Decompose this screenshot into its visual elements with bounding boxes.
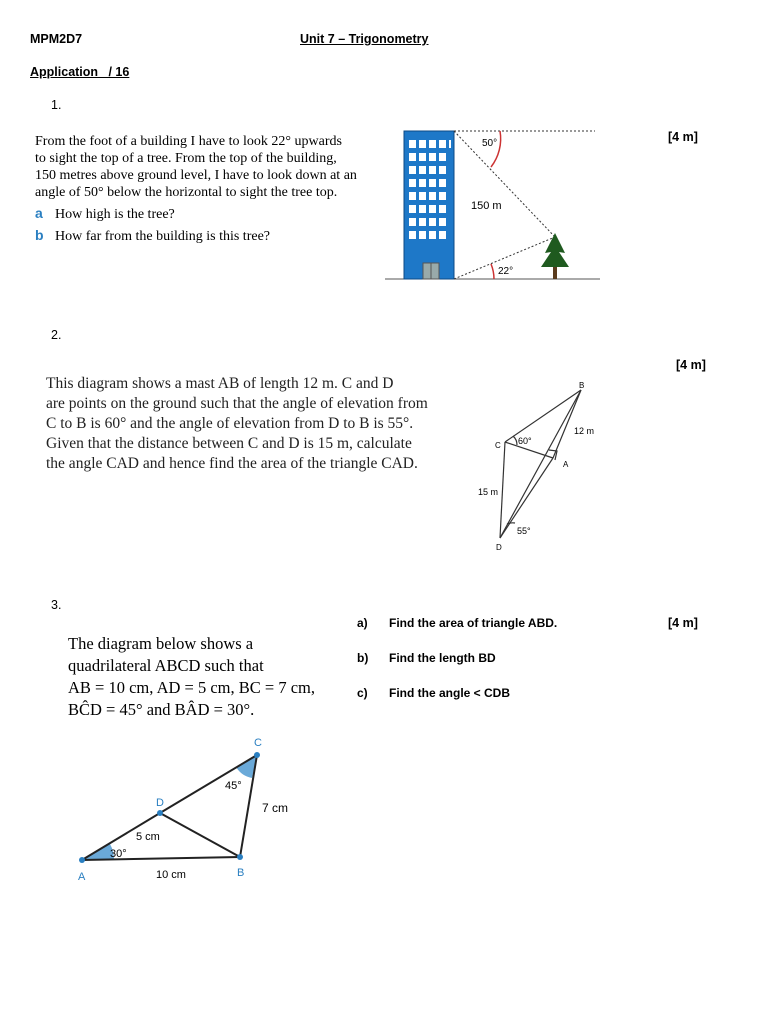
diagonal-bd	[160, 813, 240, 857]
q3-marks: [4 m]	[668, 616, 698, 630]
line-cd	[500, 442, 505, 538]
q3-part-b-label: b)	[357, 651, 369, 665]
label-d: D	[156, 797, 164, 809]
angle-d-arc	[507, 523, 515, 524]
q3-text	[68, 633, 358, 721]
angle-c-arc	[513, 436, 517, 445]
q1-line: to sight the top of a tree. From the top of the building,	[35, 151, 337, 166]
q1-line: From the foot of a building I have to look 22° upwards	[35, 134, 342, 149]
point-b: B	[579, 381, 585, 390]
q3-part-a	[357, 616, 557, 630]
point-c: C	[495, 441, 501, 450]
q3-part-a-text: Find the area of triangle ABD.	[389, 616, 558, 630]
angle-top-label: 50°	[482, 138, 498, 149]
q1-part-b-text: How far from the building is this tree?	[55, 229, 271, 244]
label-c: C	[254, 737, 262, 749]
angle-arc-bottom	[491, 264, 494, 279]
bc-length-label: 7 cm	[262, 801, 289, 815]
q1-diagram	[385, 125, 605, 285]
q3-diagram	[70, 730, 300, 885]
q2-diagram	[465, 378, 615, 563]
q2-line: This diagram shows a mast AB of length 12 m. C and D	[46, 375, 394, 392]
application-score: Application / 16	[30, 65, 130, 79]
q2-text	[46, 374, 466, 474]
side-dc	[160, 755, 257, 813]
height-label: 150 m	[471, 200, 502, 212]
q1-text	[35, 133, 380, 245]
angle-c-label: 45°	[225, 780, 242, 792]
angle-c-label: 60°	[518, 436, 532, 446]
point-d: D	[496, 543, 502, 552]
q3-part-c	[357, 686, 510, 700]
course-code: MPM2D7	[30, 32, 83, 46]
q3-part-c-text: Find the angle < CDB	[389, 686, 511, 700]
q1-part-a-text: How high is the tree?	[55, 207, 175, 222]
ad-length-label: 5 cm	[136, 831, 160, 843]
ab-length-label: 10 cm	[156, 869, 186, 881]
angle-arc-top	[491, 131, 501, 167]
line-bd	[500, 390, 581, 538]
label-b: B	[237, 867, 245, 879]
q1-number: 1.	[51, 98, 62, 112]
q1-part-b	[35, 227, 380, 245]
depression-sightline	[454, 131, 555, 237]
q2-number: 2.	[51, 328, 62, 342]
q3-number: 3.	[51, 598, 62, 612]
q2-line: the angle CAD and hence find the area of the triangle CAD.	[46, 455, 418, 472]
q3-part-b-text: Find the length BD	[389, 651, 496, 665]
q3-line: The diagram below shows a	[68, 634, 254, 653]
q1-part-a	[35, 205, 380, 223]
q1-part-a-label: a	[35, 205, 43, 221]
q1-marks: [4 m]	[668, 130, 698, 144]
q3-part-a-label: a)	[357, 616, 368, 630]
q2-line: C to B is 60° and the angle of elevation from D to B is 55°.	[46, 415, 414, 432]
cd-length-label: 15 m	[478, 487, 499, 497]
q2-line: Given that the distance between C and D is 15 m, calculate	[46, 435, 412, 452]
q3-line: BĈD = 45° and BÂD = 30°.	[68, 700, 255, 719]
angle-d-label: 55°	[517, 526, 531, 536]
angle-a-label: 30°	[110, 848, 127, 860]
q1-line: 150 metres above ground level, I have to look down at an	[35, 168, 357, 183]
q3-part-c-label: c)	[357, 686, 368, 700]
q3-part-b	[357, 651, 496, 665]
q2-marks: [4 m]	[676, 358, 706, 372]
line-bc	[505, 390, 581, 442]
vertex-a	[79, 857, 85, 863]
vertex-c	[254, 752, 260, 758]
q2-line: are points on the ground such that the angle of elevation from	[46, 395, 428, 412]
point-a: A	[563, 460, 569, 469]
unit-title: Unit 7 – Trigonometry	[300, 32, 429, 46]
q3-line: quadrilateral ABCD such that	[68, 656, 264, 675]
q3-line: AB = 10 cm, AD = 5 cm, BC = 7 cm,	[68, 678, 315, 697]
label-a: A	[78, 871, 86, 883]
vertex-b	[237, 854, 243, 860]
mast-length-label: 12 m	[574, 426, 595, 436]
vertex-d	[157, 810, 163, 816]
q1-part-b-label: b	[35, 227, 44, 243]
tree-icon	[541, 233, 569, 279]
angle-bottom-label: 22°	[498, 266, 514, 277]
q1-line: angle of 50° below the horizontal to sight the tree top.	[35, 185, 338, 200]
